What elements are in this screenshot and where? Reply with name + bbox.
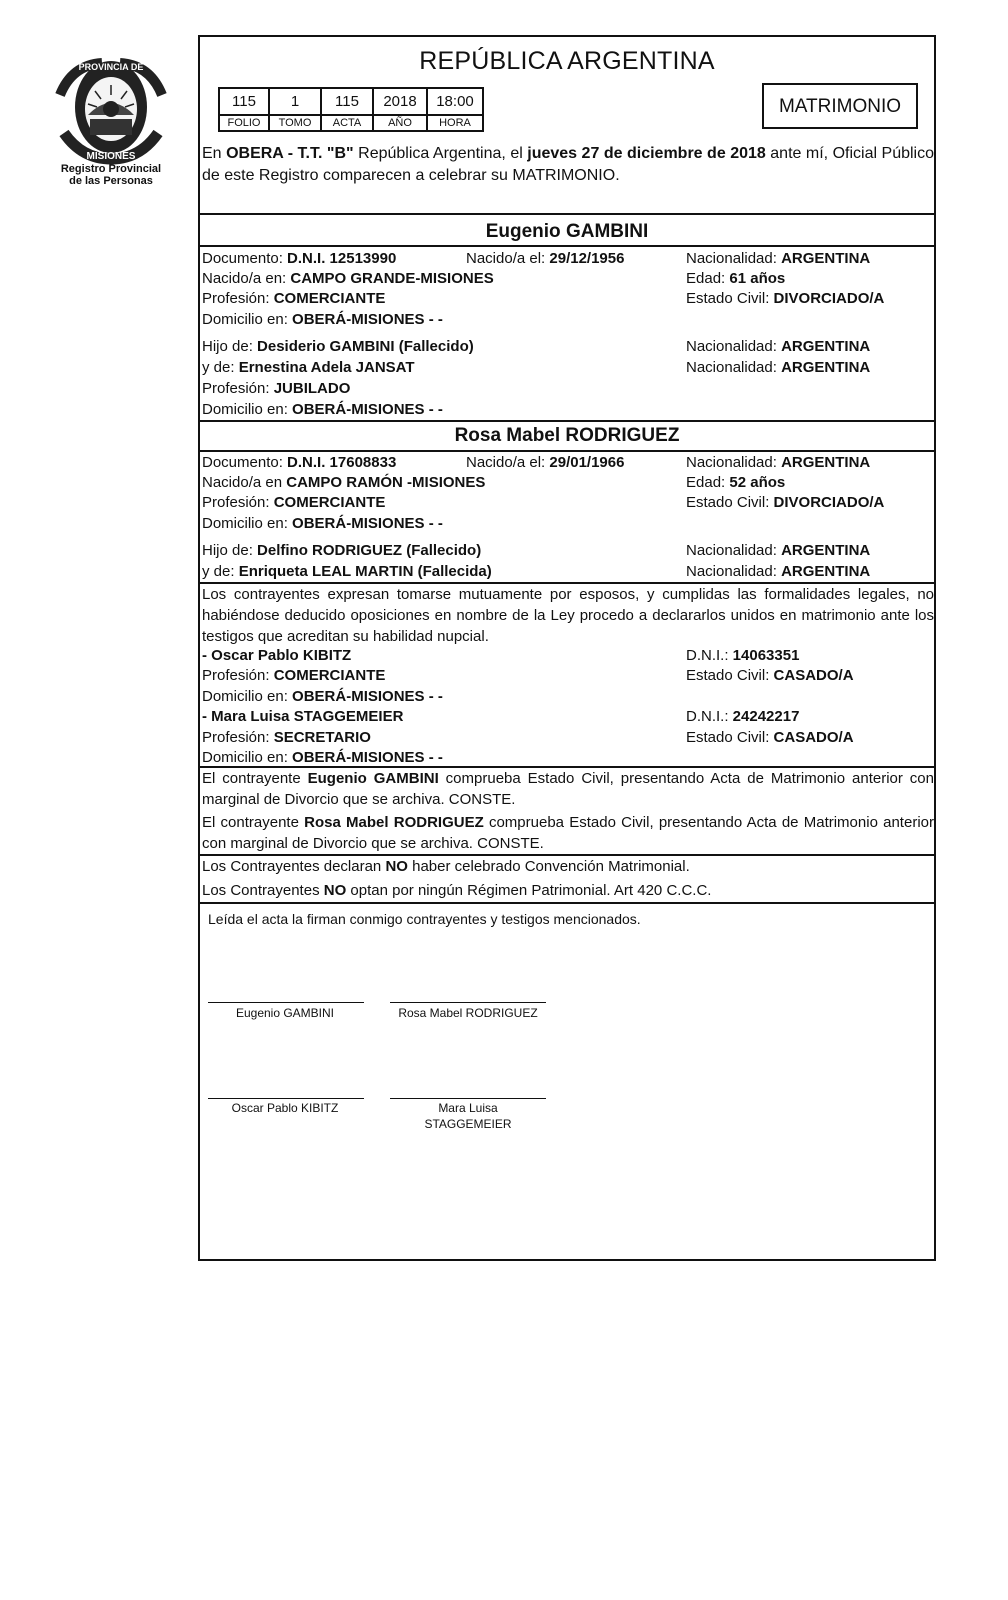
intro-lugar: OBERA - T.T. "B" xyxy=(226,145,354,162)
c1-padre-nacionalidad: Nacionalidad: ARGENTINA xyxy=(686,338,871,355)
testigo2-nombre: - Mara Luisa STAGGEMEIER xyxy=(202,708,404,725)
divider xyxy=(200,420,934,422)
signature-line xyxy=(390,1098,546,1099)
nota-estado-civil-2: El contrayente Rosa Mabel RODRIGUEZ comprueba Estado Civil, presentando Acta de Matrimonio anterior con marginal de Divorcio que se archiva. CONSTE. xyxy=(202,814,934,852)
signature-name-mara-line1: Mara Luisa xyxy=(438,1101,498,1115)
seal-caption-line2: de las Personas xyxy=(69,175,153,187)
c2-padre: Hijo de: Delfino RODRIGUEZ (Fallecido) xyxy=(202,542,482,559)
seal-caption xyxy=(44,163,178,187)
seal-top-text: PROVINCIA DE xyxy=(78,62,144,72)
c2-nacionalidad: Nacionalidad: ARGENTINA xyxy=(686,454,871,471)
regimen-patrimonial: Los Contrayentes NO optan por ningún Régimen Patrimonial. Art 420 C.C.C. xyxy=(202,882,712,899)
regimen-convencion: Los Contrayentes declaran NO haber celebrado Convención Matrimonial. xyxy=(202,858,690,875)
folio-label: FOLIO xyxy=(219,115,269,131)
signature-name-oscar: Oscar Pablo KIBITZ xyxy=(231,1101,339,1115)
signature-line xyxy=(208,1002,364,1003)
acta-label: ACTA xyxy=(321,115,373,131)
c1-madre-profesion: Profesión: JUBILADO xyxy=(202,380,351,397)
c1-madre-domicilio: Domicilio en: OBERÁ-MISIONES - - xyxy=(202,401,443,418)
c1-estado-civil: Estado Civil: DIVORCIADO/A xyxy=(686,290,885,307)
declaracion-paragraph: Los contrayentes expresan tomarse mutuamente por esposos, y cumplidas las formalidades legales, no habiéndose deducido oposiciones en nombre de la Ley procedo a declararlos unidos en matrimonio ante los testigos que acreditan su habilidad nupcial. xyxy=(202,586,934,645)
anio-label: AÑO xyxy=(373,115,427,131)
tomo-label: TOMO xyxy=(269,115,321,131)
c1-madre: y de: Ernestina Adela JANSAT xyxy=(202,359,415,376)
seal-bottom-text: MISIONES xyxy=(86,151,136,162)
intro-paragraph: En OBERA - T.T. "B" República Argentina, el jueves 27 de diciembre de 2018 ante mí, Oficial Público de este Registro comparecen a celebrar su MATRIMONIO. xyxy=(202,145,935,184)
c2-nacido-el: Nacido/a el: 29/01/1966 xyxy=(466,454,625,471)
page-title: REPÚBLICA ARGENTINA xyxy=(419,47,715,75)
c1-domicilio: Domicilio en: OBERÁ-MISIONES - - xyxy=(202,311,443,328)
signature-line xyxy=(208,1098,364,1099)
tomo-value: 1 xyxy=(269,88,321,115)
signature-line xyxy=(390,1002,546,1003)
nota-estado-civil-1: El contrayente Eugenio GAMBINI comprueba Estado Civil, presentando Acta de Matrimonio anterior con marginal de Divorcio que se archiva. CONSTE. xyxy=(202,770,934,808)
testigo1-profesion: Profesión: COMERCIANTE xyxy=(202,667,386,684)
folio-value: 115 xyxy=(219,88,269,115)
signature-name-rosa: Rosa Mabel RODRIGUEZ xyxy=(398,1006,538,1020)
signature-name-mara xyxy=(383,1100,553,1132)
testigo2-dni: D.N.I.: 24242217 xyxy=(686,708,800,725)
c2-madre: y de: Enriqueta LEAL MARTIN (Fallecida) xyxy=(202,563,492,580)
c2-padre-nacionalidad: Nacionalidad: ARGENTINA xyxy=(686,542,871,559)
signature-name-mara-line2: STAGGEMEIER xyxy=(424,1117,512,1131)
divider xyxy=(200,213,934,215)
c2-madre-nacionalidad: Nacionalidad: ARGENTINA xyxy=(686,563,871,580)
contrayente1-name: Eugenio GAMBINI xyxy=(485,221,649,242)
testigo1-domicilio: Domicilio en: OBERÁ-MISIONES - - xyxy=(202,688,443,705)
testigo1-dni: D.N.I.: 14063351 xyxy=(686,647,800,664)
c2-nacido-en: Nacido/a en CAMPO RAMÓN -MISIONES xyxy=(202,474,486,491)
acta-meta-table xyxy=(218,87,484,132)
divider xyxy=(200,245,934,247)
cierre-text: Leída el acta la firman conmigo contrayentes y testigos mencionados. xyxy=(208,911,641,927)
signature-name-eugenio: Eugenio GAMBINI xyxy=(235,1006,335,1020)
c2-documento: Documento: D.N.I. 17608833 xyxy=(202,454,397,471)
testigo1-estado-civil: Estado Civil: CASADO/A xyxy=(686,667,854,684)
c1-madre-nacionalidad: Nacionalidad: ARGENTINA xyxy=(686,359,871,376)
intro-fecha: jueves 27 de diciembre de 2018 xyxy=(527,145,766,162)
c2-edad: Edad: 52 años xyxy=(686,474,786,491)
c1-nacido-en: Nacido/a en: CAMPO GRANDE-MISIONES xyxy=(202,270,494,287)
contrayente2-name: Rosa Mabel RODRIGUEZ xyxy=(454,425,680,446)
acta-value: 115 xyxy=(321,88,373,115)
c2-domicilio: Domicilio en: OBERÁ-MISIONES - - xyxy=(202,515,443,532)
c1-profesion: Profesión: COMERCIANTE xyxy=(202,290,386,307)
c1-documento: Documento: D.N.I. 12513990 xyxy=(202,250,397,267)
seal-caption-line1: Registro Provincial xyxy=(60,163,162,175)
c1-edad: Edad: 61 años xyxy=(686,270,786,287)
acta-frame xyxy=(198,35,936,1261)
hora-value: 18:00 xyxy=(427,88,483,115)
acta-type-box: MATRIMONIO xyxy=(762,83,918,129)
testigo2-profesion: Profesión: SECRETARIO xyxy=(202,729,371,746)
testigo1-nombre: - Oscar Pablo KIBITZ xyxy=(202,647,352,664)
c1-nacido-el: Nacido/a el: 29/12/1956 xyxy=(466,250,625,267)
c1-nacionalidad: Nacionalidad: ARGENTINA xyxy=(686,250,871,267)
testigo2-estado-civil: Estado Civil: CASADO/A xyxy=(686,729,854,746)
anio-value: 2018 xyxy=(373,88,427,115)
c1-padre: Hijo de: Desiderio GAMBINI (Fallecido) xyxy=(202,338,474,355)
testigo2-domicilio: Domicilio en: OBERÁ-MISIONES - - xyxy=(202,749,443,766)
c2-estado-civil: Estado Civil: DIVORCIADO/A xyxy=(686,494,885,511)
hora-label: HORA xyxy=(427,115,483,131)
divider xyxy=(200,902,934,904)
c2-profesion: Profesión: COMERCIANTE xyxy=(202,494,386,511)
